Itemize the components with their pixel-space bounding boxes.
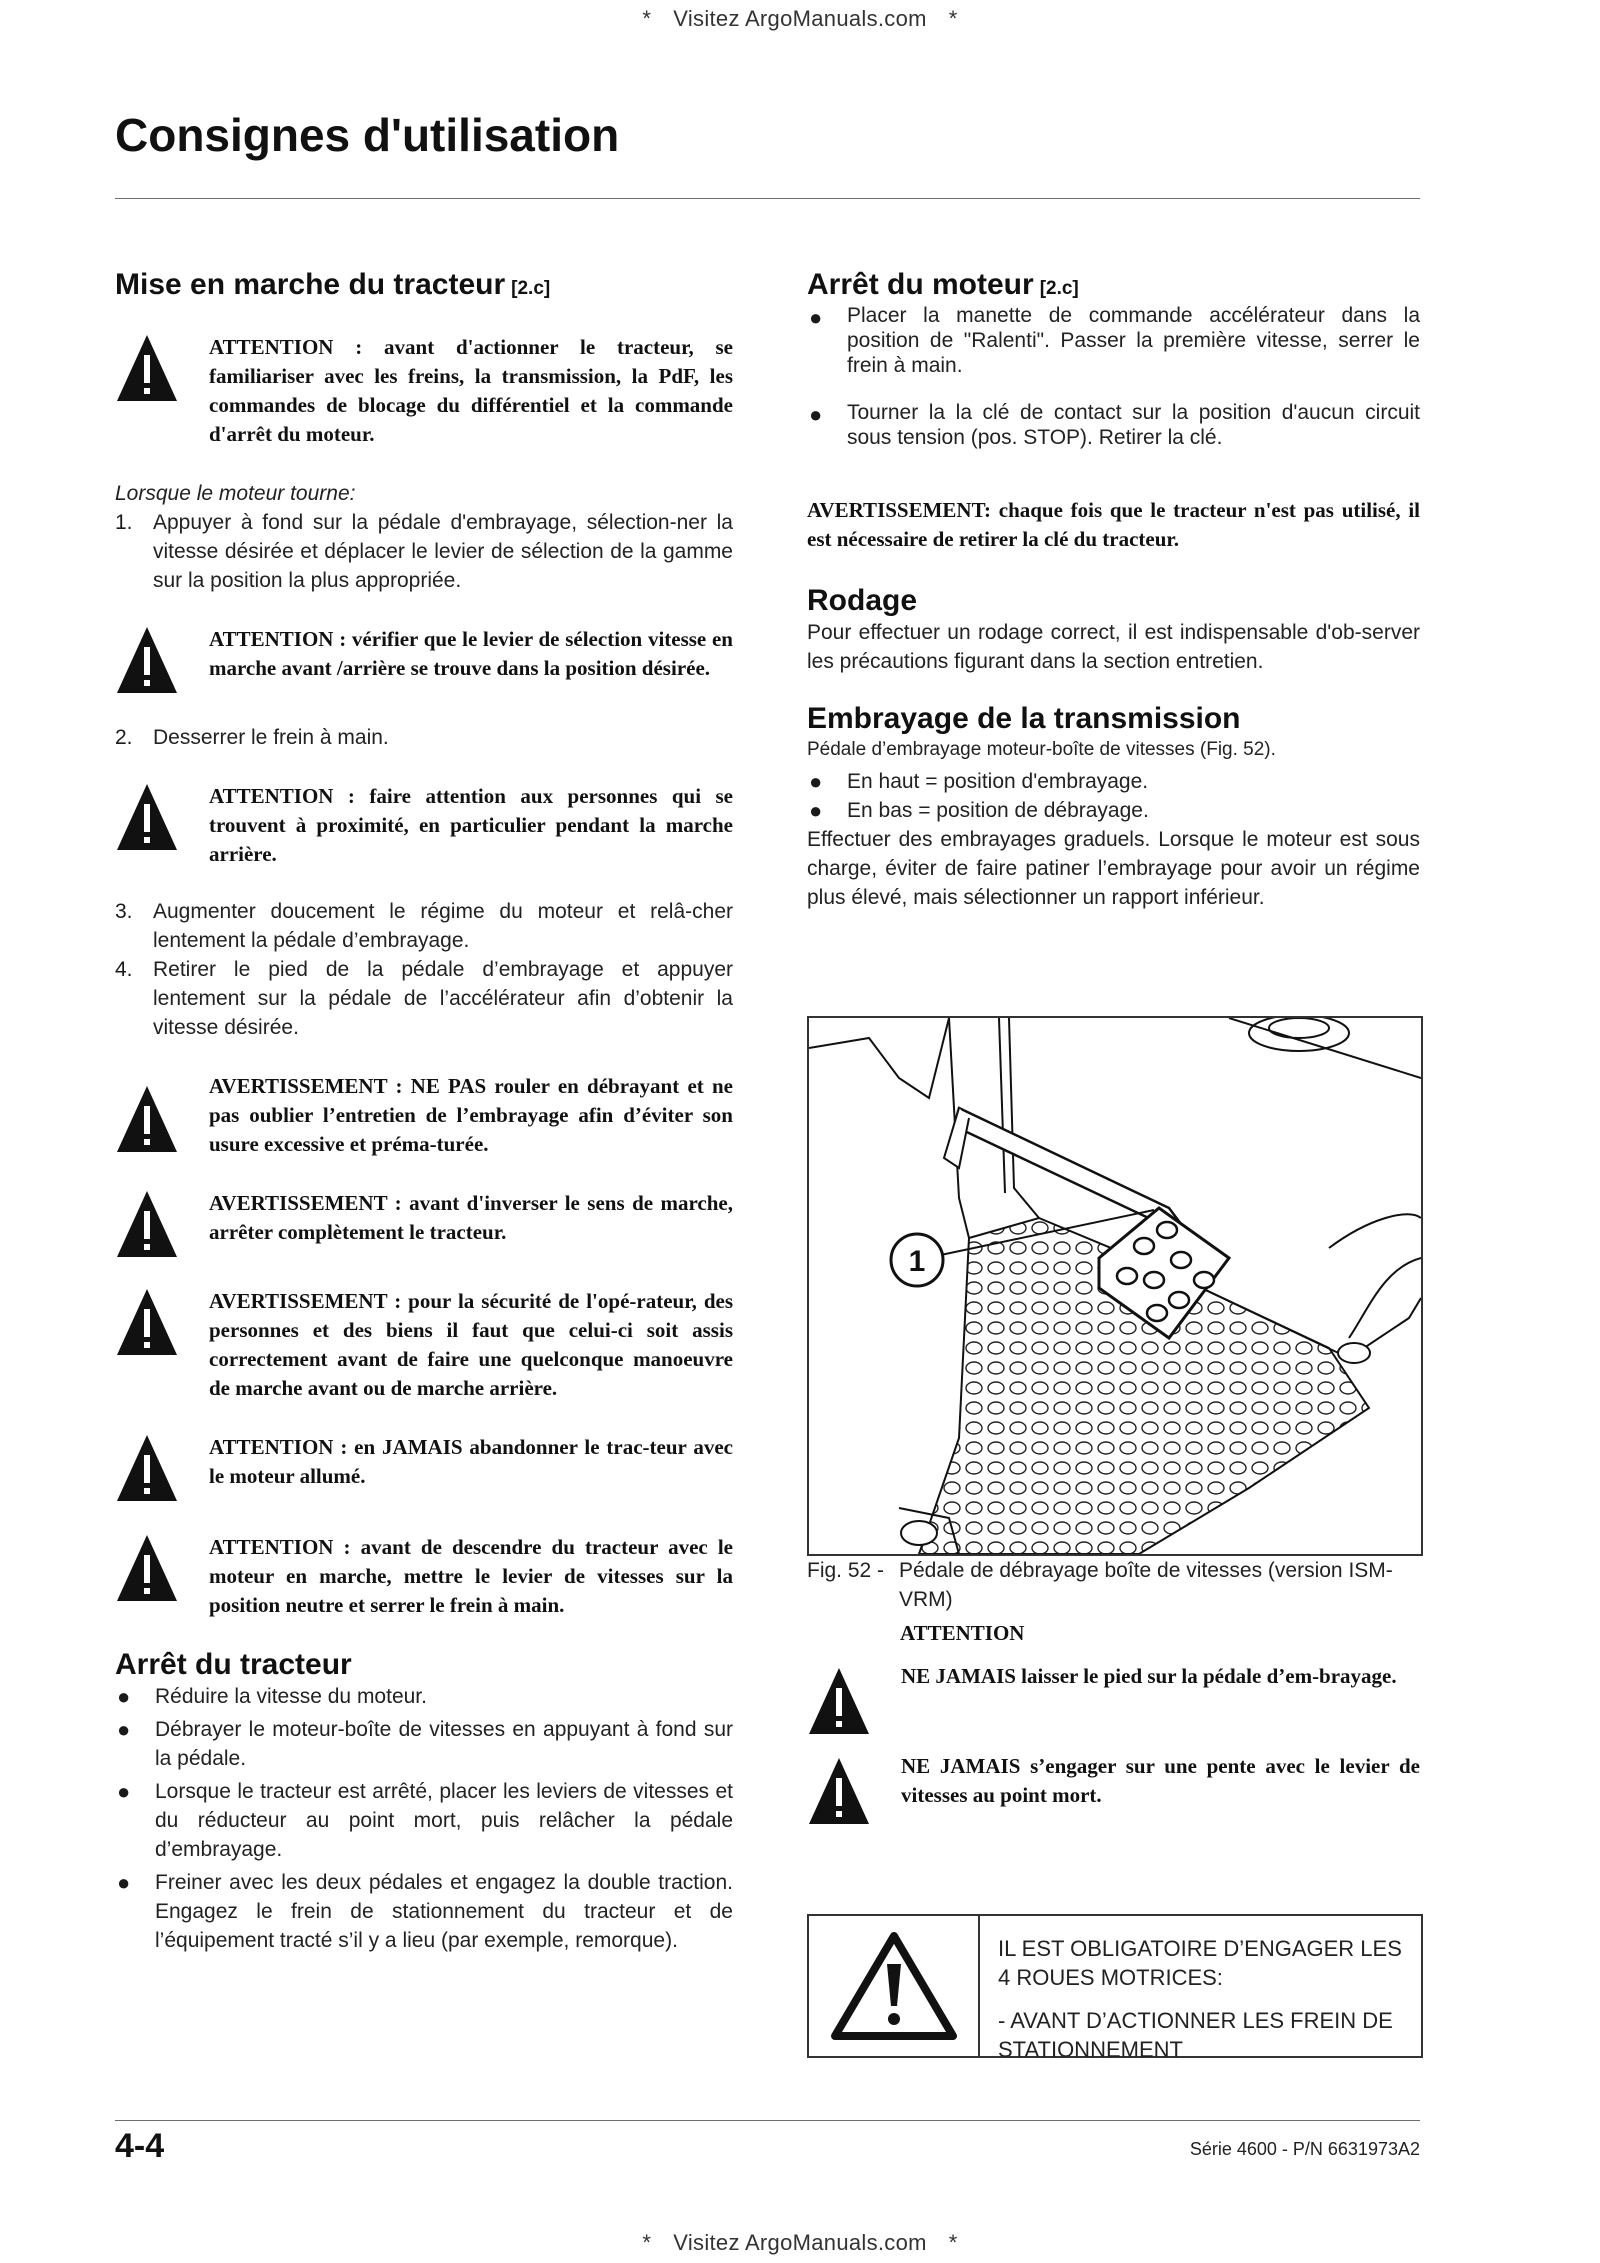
warning-triangle-icon [115, 782, 179, 852]
section-title-start: Mise en marche du tracteur [2.c] [115, 268, 551, 301]
clutch-pedal-illustration [809, 1018, 1421, 1554]
bullet-text: Freiner avec les deux pédales et engagez la double traction. Engagez le frein de stationnement du tracteur et de l’équipement tracté s’il y a lieu (par exemple, remorque). [155, 1871, 733, 1952]
section-ref: [2.c] [511, 278, 551, 299]
step-number: 3. [115, 899, 133, 923]
list-item [807, 303, 1420, 378]
bullet-text: Débrayer le moteur-boîte de vitesses en appuyant à fond sur la pédale. [155, 1718, 733, 1770]
warning-triangle-icon [115, 1533, 179, 1603]
bullet-icon: ● [117, 1684, 131, 1709]
warning-triangle-icon [115, 333, 179, 403]
warning-block [115, 1433, 733, 1503]
rodage-text: Pour effectuer un rodage correct, il est indispensable d'ob-server les précautions figurant dans la section entretien. [807, 621, 1420, 673]
section-title-stop-tractor: Arrêt du tracteur [115, 1647, 352, 1681]
embrayage-text: Effectuer des embrayages graduels. Lorsque le moteur est sous charge, éviter de faire patiner l’embrayage pour avoir un régime plus élevé, mais sélectionner un rapport inférieur. [807, 827, 1420, 909]
warning-triangle-outline-icon [829, 1930, 959, 2042]
warning-triangle-icon [807, 1666, 871, 1736]
banner-star: * [948, 2230, 958, 2255]
left-column [115, 268, 733, 1955]
warning-block [115, 1533, 733, 1620]
bullet-icon: ● [117, 1779, 131, 1804]
embrayage-subtitle: Pédale d’embrayage moteur-boîte de vitesses (Fig. 52). [807, 738, 1276, 760]
list-item [115, 955, 733, 1042]
notice-text-cell [980, 1916, 1421, 2062]
bullet-text: Tourner la la clé de contact sur la position d'aucun circuit sous tension (pos. STOP). Retirer la clé. [847, 400, 1420, 449]
warning-text: AVERTISSEMENT : avant d'inverser le sens de marche, arrêter complètement le tracteur. [209, 1190, 733, 1244]
callout-label: 1 [908, 1245, 926, 1278]
bullet-icon: ● [809, 304, 823, 330]
list-item [115, 1868, 733, 1955]
list-item [115, 508, 733, 595]
warning-triangle-icon [115, 1189, 179, 1259]
step-number: 2. [115, 725, 133, 749]
figure-clutch-pedal [807, 1016, 1423, 1556]
bullet-icon: ● [809, 797, 823, 823]
bullet-text: Lorsque le tracteur est arrêté, placer les leviers de vitesses et du réducteur au point mort, puis relâcher la pédale d’embrayage. [155, 1780, 733, 1861]
warning-text: NE JAMAIS s’engager sur une pente avec le levier de vitesses au point mort. [901, 1754, 1420, 1807]
page-number: 4-4 [115, 2127, 165, 2165]
warning-text: ATTENTION : avant d'actionner le tracteur, se familiariser avec les freins, la transmission, la PdF, les commandes de blocage du différentiel et la commande d'arrêt du moteur. [209, 334, 733, 446]
warning-block [115, 782, 733, 869]
warning-text: NE JAMAIS laisser le pied sur la pédale d’em-brayage. [901, 1664, 1397, 1688]
bullet-text: En haut = position d'embrayage. [847, 769, 1149, 793]
step-text: Desserrer le frein à main. [153, 725, 389, 749]
warning-text: AVERTISSEMENT : pour la sécurité de l'opé-rateur, des personnes et des biens il faut que celui-ci soit assis correctement avant de faire une quelconque manoeuvre de marche avant ou de marche arrière. [209, 1288, 733, 1400]
intro-text: Lorsque le moteur tourne: [115, 481, 356, 505]
warning-block [807, 1662, 1420, 1736]
top-banner [0, 6, 1600, 32]
warning-triangle-icon [115, 1287, 179, 1357]
section-title-stop-engine: Arrêt du moteur [2.c] [807, 268, 1079, 301]
caption-text: Pédale de débrayage boîte de vitesses (version ISM-VRM) [899, 1559, 1393, 1611]
banner-star: * [642, 2230, 652, 2255]
warning-triangle-icon [807, 1756, 871, 1826]
list-item [115, 1682, 733, 1711]
warning-block [115, 1287, 733, 1403]
list-item [807, 767, 1420, 796]
bottom-banner [0, 2230, 1600, 2256]
section-ref: [2.c] [1039, 278, 1079, 299]
banner-star: * [948, 6, 958, 31]
warning-triangle-icon [115, 1084, 179, 1154]
notice-line: IL EST OBLIGATOIRE D’ENGAGER LES 4 ROUES MOTRICES: [998, 1936, 1402, 1990]
step-number: 1. [115, 510, 133, 534]
document-reference: Série 4600 - P/N 6631973A2 [1189, 2139, 1420, 2159]
warning-text: ATTENTION : en JAMAIS abandonner le trac-teur avec le moteur allumé. [209, 1434, 733, 1488]
bullet-text: Placer la manette de commande accélérateur dans la position de "Ralenti". Passer la première vitesse, serrer le frein à main. [847, 303, 1420, 377]
warning-text: ATTENTION : faire attention aux personnes qui se trouvent à proximité, en particulier pendant la marche arrière. [209, 783, 733, 866]
list-item [115, 723, 733, 752]
list-item [115, 1777, 733, 1864]
warning-text: AVERTISSEMENT : NE PAS rouler en débrayant et ne pas oublier l’entretien de l’embrayage afin d’éviter son usure excessive et préma-turée. [209, 1073, 733, 1156]
list-item [807, 796, 1420, 825]
step-text: Appuyer à fond sur la pédale d'embrayage, sélection-ner la vitesse désirée et déplacer le levier de sélection de la gamme sur la position la plus appropriée. [153, 510, 733, 592]
banner-link[interactable]: Visitez ArgoManuals.com [673, 6, 927, 31]
step-number: 4. [115, 957, 133, 981]
bullet-icon: ● [117, 1717, 131, 1742]
bullet-text: En bas = position de débrayage. [847, 798, 1149, 822]
warning-text: AVERTISSEMENT: chaque fois que le tracteur n'est pas utilisé, il est nécessaire de retirer la clé du tracteur. [807, 497, 1420, 551]
list-item [115, 897, 733, 955]
list-item [807, 400, 1420, 450]
bullet-icon: ● [809, 401, 823, 427]
section-title-embrayage: Embrayage de la transmission [807, 702, 1241, 735]
bullet-icon: ● [117, 1870, 131, 1895]
warning-triangle-icon [115, 1433, 179, 1503]
warning-block [115, 1189, 733, 1259]
footer-divider [115, 2120, 1420, 2121]
notice-line: - AVANT D’ACTIONNER LES FREIN DE STATIONNEMENT [998, 2008, 1393, 2062]
warning-triangle-icon [115, 625, 179, 695]
banner-star: * [642, 6, 652, 31]
section-title-rodage: Rodage [807, 583, 918, 617]
figure-caption [807, 1556, 1419, 1614]
page-title: Consignes d'utilisation [115, 109, 620, 161]
notice-box [807, 1914, 1423, 2062]
notice-icon-cell [809, 1916, 980, 2056]
attention-heading: ATTENTION [900, 1621, 1025, 1645]
warning-text: ATTENTION : avant de descendre du tracteur avec le moteur en marche, mettre le levier de vitesses sur la position neutre et serrer le frein à main. [209, 1534, 733, 1617]
warning-block [115, 333, 733, 449]
list-item [115, 1715, 733, 1773]
step-text: Augmenter doucement le régime du moteur et relâ-cher lentement la pédale d’embrayage. [153, 899, 733, 952]
step-text: Retirer le pied de la pédale d’embrayage et appuyer lentement sur la pédale de l’accélérateur afin d’obtenir la vitesse désirée. [153, 957, 733, 1039]
warning-block [807, 1752, 1420, 1826]
caption-label: Fig. 52 - [807, 1559, 885, 1582]
warning-block [115, 625, 733, 695]
right-column [807, 268, 1420, 912]
header-divider [115, 198, 1420, 199]
warning-block [115, 1072, 733, 1159]
warning-text: ATTENTION : vérifier que le levier de sélection vitesse en marche avant /arrière se trouve dans la position désirée. [209, 626, 733, 680]
bullet-text: Réduire la vitesse du moteur. [155, 1685, 427, 1708]
bullet-icon: ● [809, 768, 823, 794]
banner-link[interactable]: Visitez ArgoManuals.com [673, 2230, 927, 2255]
